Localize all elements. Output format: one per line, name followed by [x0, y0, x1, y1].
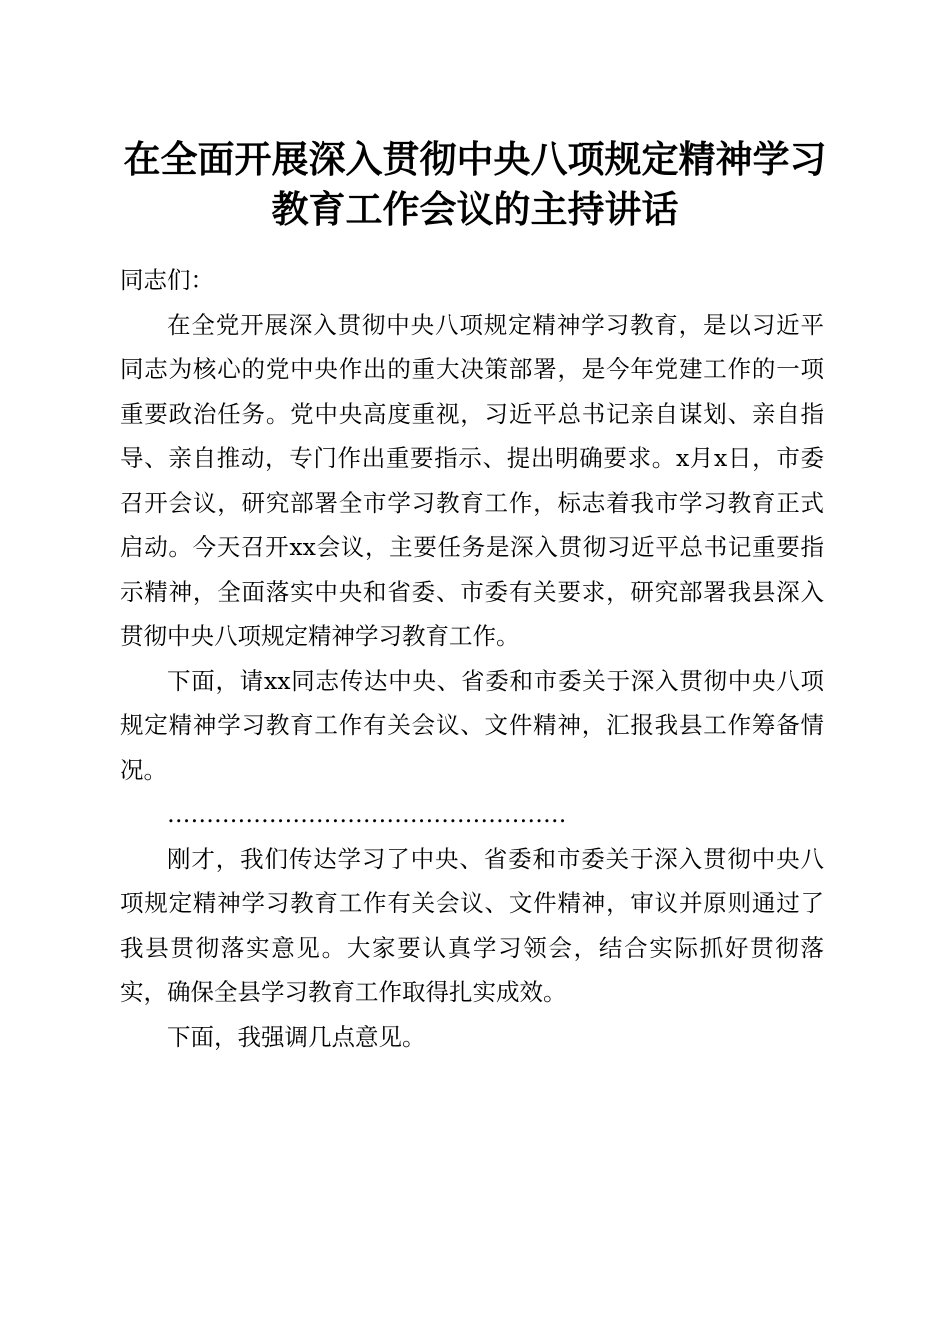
ellipsis-separator: …………………………………………… — [167, 800, 567, 828]
paragraph-transition: 下面，我强调几点意见。 — [167, 1022, 426, 1051]
paragraph-intro: 在全党开展深入贯彻中央八项规定精神学习教育，是以习近平同志为核心的党中央作出的重大决策部署，是今年党建工作的一项重要政治任务。党中央高度重视，习近平总书记亲自谋划、亲自指导、亲自推动，专门作出重要指示、提出明确要求。x月x日，市委召开会议，研究部署全市学习教育工作，标志着我市学习教育正式启动。今天召开xx会议，主要任务是深入贯彻习近平总书记重要指示精神，全面落实中央和省委、市委有关要求，研究部署我县深入贯彻中央八项规定精神学习教育工作。 — [120, 310, 824, 650]
paragraph-agenda: 下面，请xx同志传达中央、省委和市委关于深入贯彻中央八项规定精神学习教育工作有关会议、文件精神，汇报我县工作筹备情况。 — [120, 666, 824, 784]
document-body — [120, 258, 824, 1059]
document-title: 在全面开展深入贯彻中央八项规定精神学习教育工作会议的主持讲话 — [123, 137, 827, 231]
salutation: 同志们： — [120, 266, 214, 294]
paragraph-summary: 刚才，我们传达学习了中央、省委和市委关于深入贯彻中央八项规定精神学习教育工作有关会议、文件精神，审议并原则通过了我县贯彻落实意见。大家要认真学习领会，结合实际抓好贯彻落实，确保全县学习教育工作取得扎实成效。 — [120, 844, 824, 1006]
